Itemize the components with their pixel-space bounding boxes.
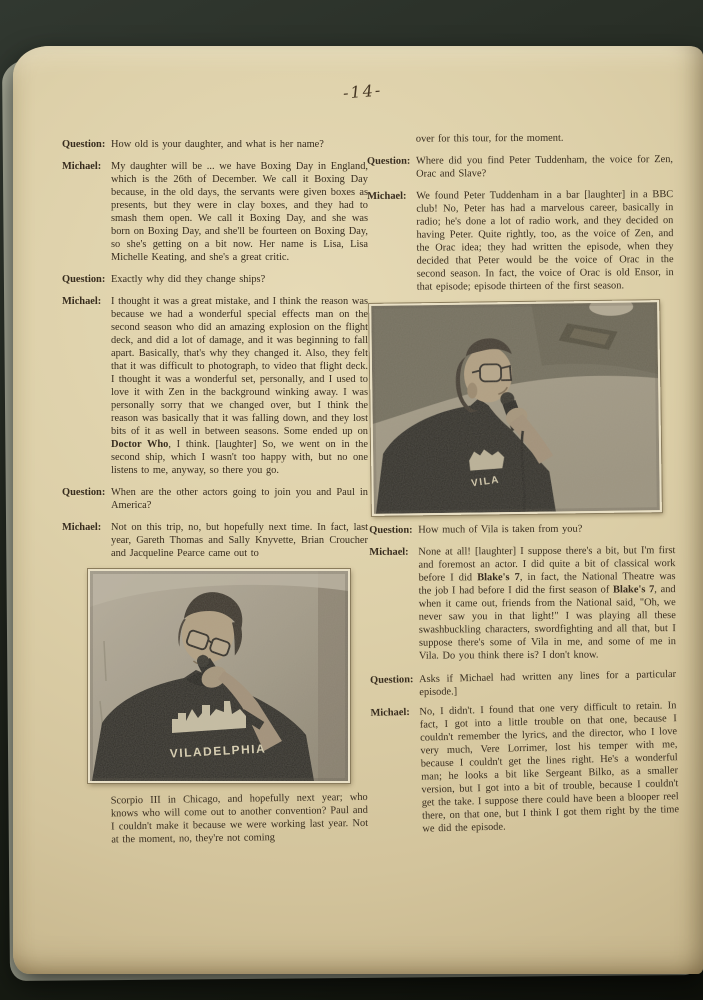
answer-block [367,188,674,294]
question-text: Exactly why did they change ships? [111,274,266,285]
question-block [62,486,368,512]
speaker-label: Question: [62,487,106,498]
question-text: Where did you find Peter Tuddenham, the voice for Zen, Orac and Slave? [415,154,674,180]
answer-block [62,295,368,477]
scanned-page [13,46,703,974]
speaker-label: Question: [62,274,106,285]
right-column [366,129,680,846]
convention-photo-image [369,300,662,516]
question-block [62,138,368,151]
question-block [370,668,676,700]
speaker-label: Michael: [367,190,407,202]
answer-text: over for this tour, for the moment. [415,132,564,145]
speaker-label: Michael: [369,546,409,558]
question-text: How old is your daughter, and what is her name? [111,139,324,150]
answer-continuation-block [367,131,673,146]
tshirt-text-vila-partial: VILA [470,474,501,490]
convention-photo-image [88,569,350,783]
speaker-label: Michael: [62,522,102,533]
speaker-label: Michael: [370,706,410,719]
question-text: Asks if Michael had written any lines for a particular episode.] [418,668,677,699]
tshirt-text-viladelphia: VILADELPHIA [169,741,267,761]
answer-block [370,699,679,837]
answer-text: My daughter will be ... we have Boxing Day in England, which is the 26th of December. We call it Boxing Day because, in the old days, the servants were given boxes as presents, but they were in clay boxes, and they had to smash them open. We call it Boxing Day, and she was born on Boxing Day, and she'll be fourteen on Boxing Day, so she's getting on a bit now. Her name is Lisa, Lisa Michelle Keating, and she's a great critic. [111,161,368,263]
answer-block [62,160,368,264]
left-column [62,138,368,854]
question-block [367,153,673,181]
page-number: -14- [342,80,383,103]
answer-text: None at all! [laughter] I suppose there's a bit, but I'm first and foremost an actor. I did quite a bit of classical work before I did Blake's 7, in fact, the National Theatre was the job I had before I did the first season of Blake's 7, and when it came out, friends from the National said, "Oh, we never saw you in that light!" I was playing all these swashbuckling characters, swordfighting and all that, but I suppose there's some of Vila in me, and some of me in Vila. Do you think there is? I don't know. [418,545,676,662]
speaker-label: Michael: [62,296,102,307]
answer-text: No, I didn't. I found that one very difficult to retain. In fact, I got into a little trouble on that one, because I couldn't remember the lyrics, and the director, who I love very much, Vere Lorrimer, lost his temper with me, because I couldn't get the lines right. He's a wonderful man; he looks a bit like Sergeant Bilko, as a smaller version, but I got into a bit of trouble, because I couldn't get the take. I suppose there could have been a blooper reel there, on that one, but I think I got them right by the time we did the episode. [419,700,680,835]
answer-text: I thought it was a great mistake, and I think the reason was because we had a wonderful special effects man on the second season who did an amazing explosion on the flight deck, and did a lot of damage, and it was beginning to fall apart. Basically, that's why they changed it. Also, they felt that it was difficult to photograph, to video that flight deck. I thought it was a wonderful set, personally, and I used to love it with Zen in the background winking away. I was personally sorry that we changed over, but I think the reason was basically that it was falling down, and they lost bits of it as well in between seasons. Some ended up on Doctor Who, I think. [laughter] So, we went on in the second ship, which I wasn't too happy with, but no one listens to me, anyway, so there you go. [111,296,368,476]
answer-text: Not on this trip, no, but hopefully next time. In fact, last year, Gareth Thomas and Sally Knyvette, Brian Croucher and Jacqueline Pearce came out to [111,522,368,559]
question-block [62,273,368,286]
question-text: How much of Vila is taken from you? [418,523,583,536]
speaker-label: Question: [369,524,413,536]
speaker-label: Question: [369,674,414,687]
photo-michael-keating-standing [369,300,660,516]
answer-block [369,544,676,663]
answer-text: We found Peter Tuddenham in a bar [laughter] in a BBC club! No, Peter has had a marvelous career, basically in radio; he's done a lot of radio work, and they decided on having Peter. Quite rightly, too, as the voice of Zen, and the Orac idea; they had written the episode, when they decided that Peter would be the voice of Orac in the second season. In fact, the voice of Orac is old Ensor, in that episode; episode thirteen of the first season. [416,189,674,293]
speaker-label: Michael: [62,161,102,172]
photo-michael-keating-closeup [88,569,346,783]
answer-text: Scorpio III in Chicago, and hopefully next year; who knows who will come out to another convention? Paul and I couldn't make it because we were working last year. Not at the moment, no, they're not coming [110,791,369,846]
question-block [369,522,675,537]
answer-continuation-block [62,791,369,847]
speaker-label: Question: [366,155,411,167]
speaker-label: Question: [62,139,106,150]
question-text: When are the other actors going to join you and Paul in America? [111,487,368,511]
answer-block [62,521,368,560]
